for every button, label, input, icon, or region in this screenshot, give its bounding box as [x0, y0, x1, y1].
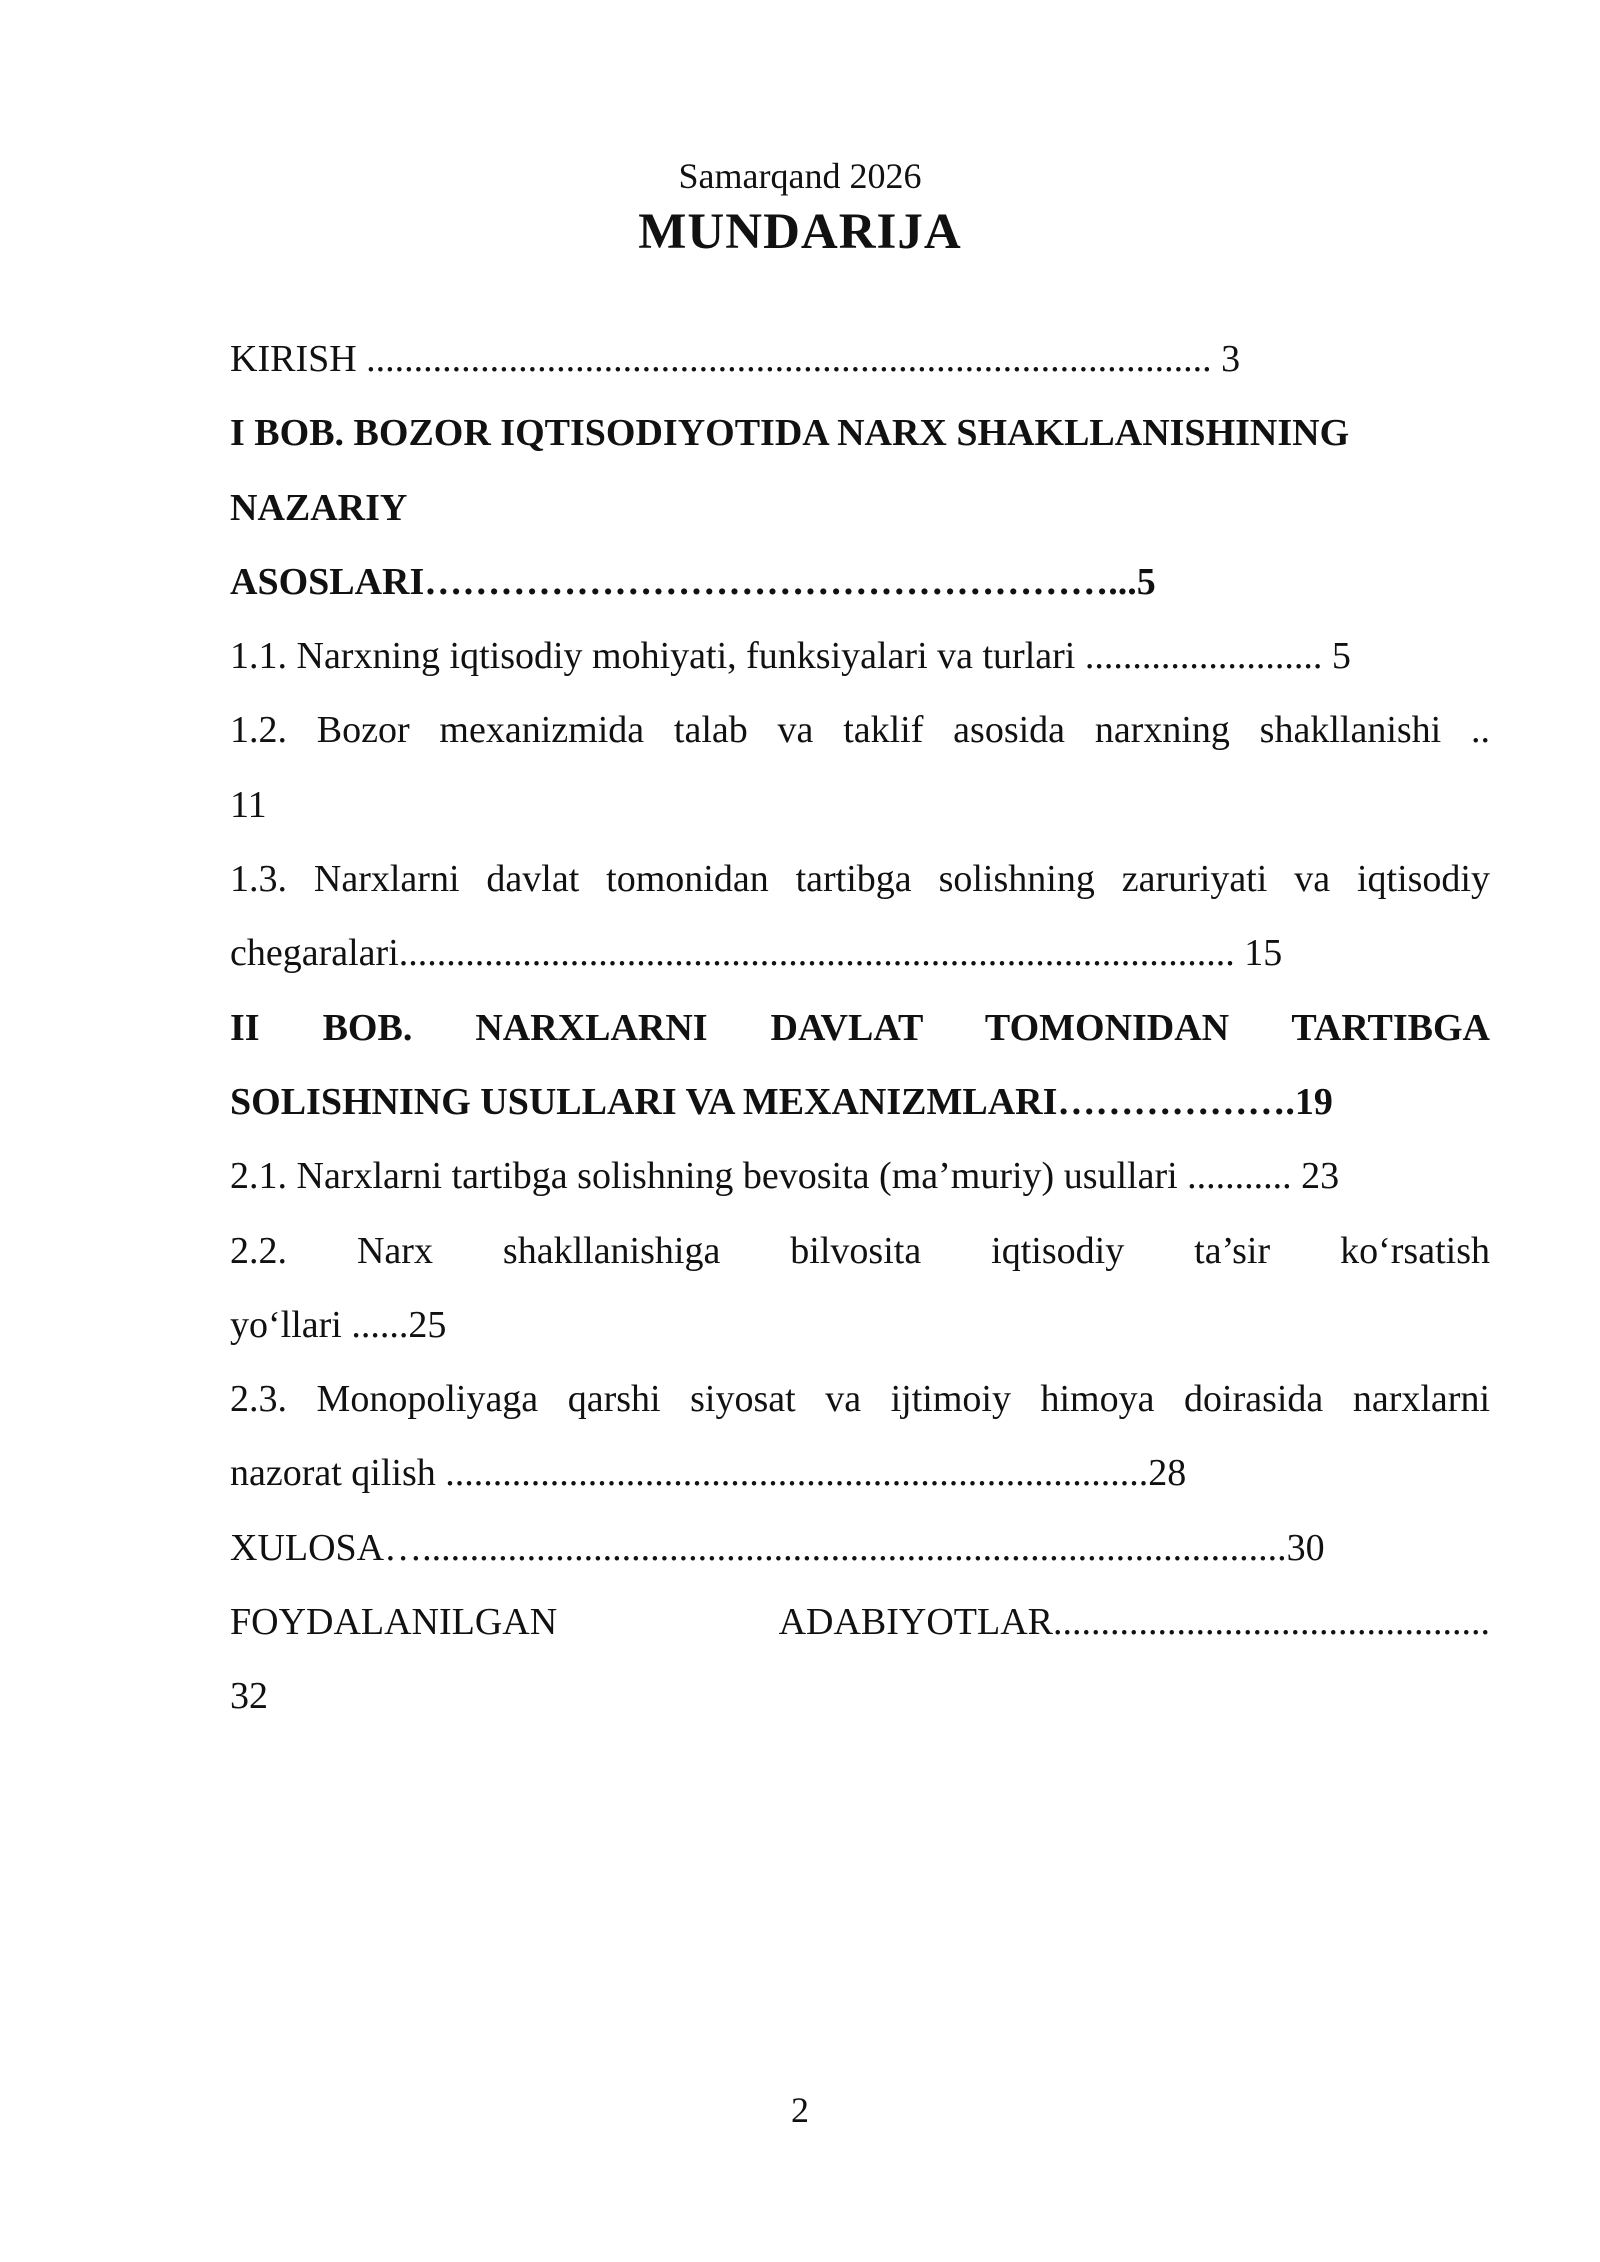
toc-entry-2-3[interactable]: 2.3. Monopoliyaga qarshi siyosat va ijtimoiy himoya doirasida narxlarni — [230, 1378, 1490, 1421]
toc-chapter-2-title-cont[interactable]: SOLISHNING USULLARI VA MEXANIZMLARI……………….19 — [230, 1080, 1333, 1123]
toc-entry-1-2-page[interactable]: 11 — [230, 783, 267, 826]
toc-chapter-2-title[interactable]: II BOB. NARXLARNI DAVLAT TOMONIDAN TARTIBGA — [230, 1006, 1490, 1049]
page-number: 2 — [791, 2090, 809, 2130]
toc-chapter-1-title-end[interactable]: ASOSLARI………………………………………………...5 — [230, 560, 1156, 603]
toc-entry-adabiyotlar-page[interactable]: 32 — [230, 1675, 268, 1718]
toc-entry-2-3-cont[interactable]: nazorat qilish ..........................................................................28 — [230, 1452, 1187, 1495]
toc-entry-2-1[interactable]: 2.1. Narxlarni tartibga solishning bevosita (ma’muriy) usullari ........... 23 — [230, 1155, 1340, 1198]
toc-entry-1-1[interactable]: 1.1. Narxning iqtisodiy mohiyati, funksiyalari va turlari ......................... 5 — [230, 635, 1351, 678]
toc-entry-adabiyotlar[interactable]: FOYDALANILGAN ADABIYOTLAR.............................................. — [230, 1601, 1490, 1644]
toc-entry-1-2[interactable]: 1.2. Bozor mexanizmida talab va taklif asosida narxning shakllanishi .. — [230, 709, 1490, 752]
toc-entry-1-3-cont[interactable]: chegaralari........................................................................................ 15 — [230, 932, 1283, 975]
toc-entry-kirish[interactable]: KIRISH ......................................................................................... 3 — [230, 338, 1241, 380]
city-year-heading: Samarqand 2026 — [678, 156, 922, 196]
toc-entry-2-2[interactable]: 2.2. Narx shakllanishiga bilvosita iqtisodiy ta’sir ko‘rsatish — [230, 1229, 1490, 1272]
toc-entry-1-3[interactable]: 1.3. Narxlarni davlat tomonidan tartibga solishning zaruriyati va iqtisodiy — [230, 858, 1490, 901]
toc-chapter-1-title[interactable]: I BOB. BOZOR IQTISODIYOTIDA NARX SHAKLLANISHINING — [230, 412, 1350, 455]
toc-entry-2-2-cont[interactable]: yo‘llari ......25 — [230, 1303, 447, 1346]
page-title: MUNDARIJA — [638, 204, 962, 260]
toc-entry-xulosa[interactable]: XULOSA…...........................................................................................30 — [230, 1526, 1325, 1569]
toc-chapter-1-title-cont[interactable]: NAZARIY — [230, 486, 408, 529]
table-of-contents — [230, 322, 1490, 1734]
